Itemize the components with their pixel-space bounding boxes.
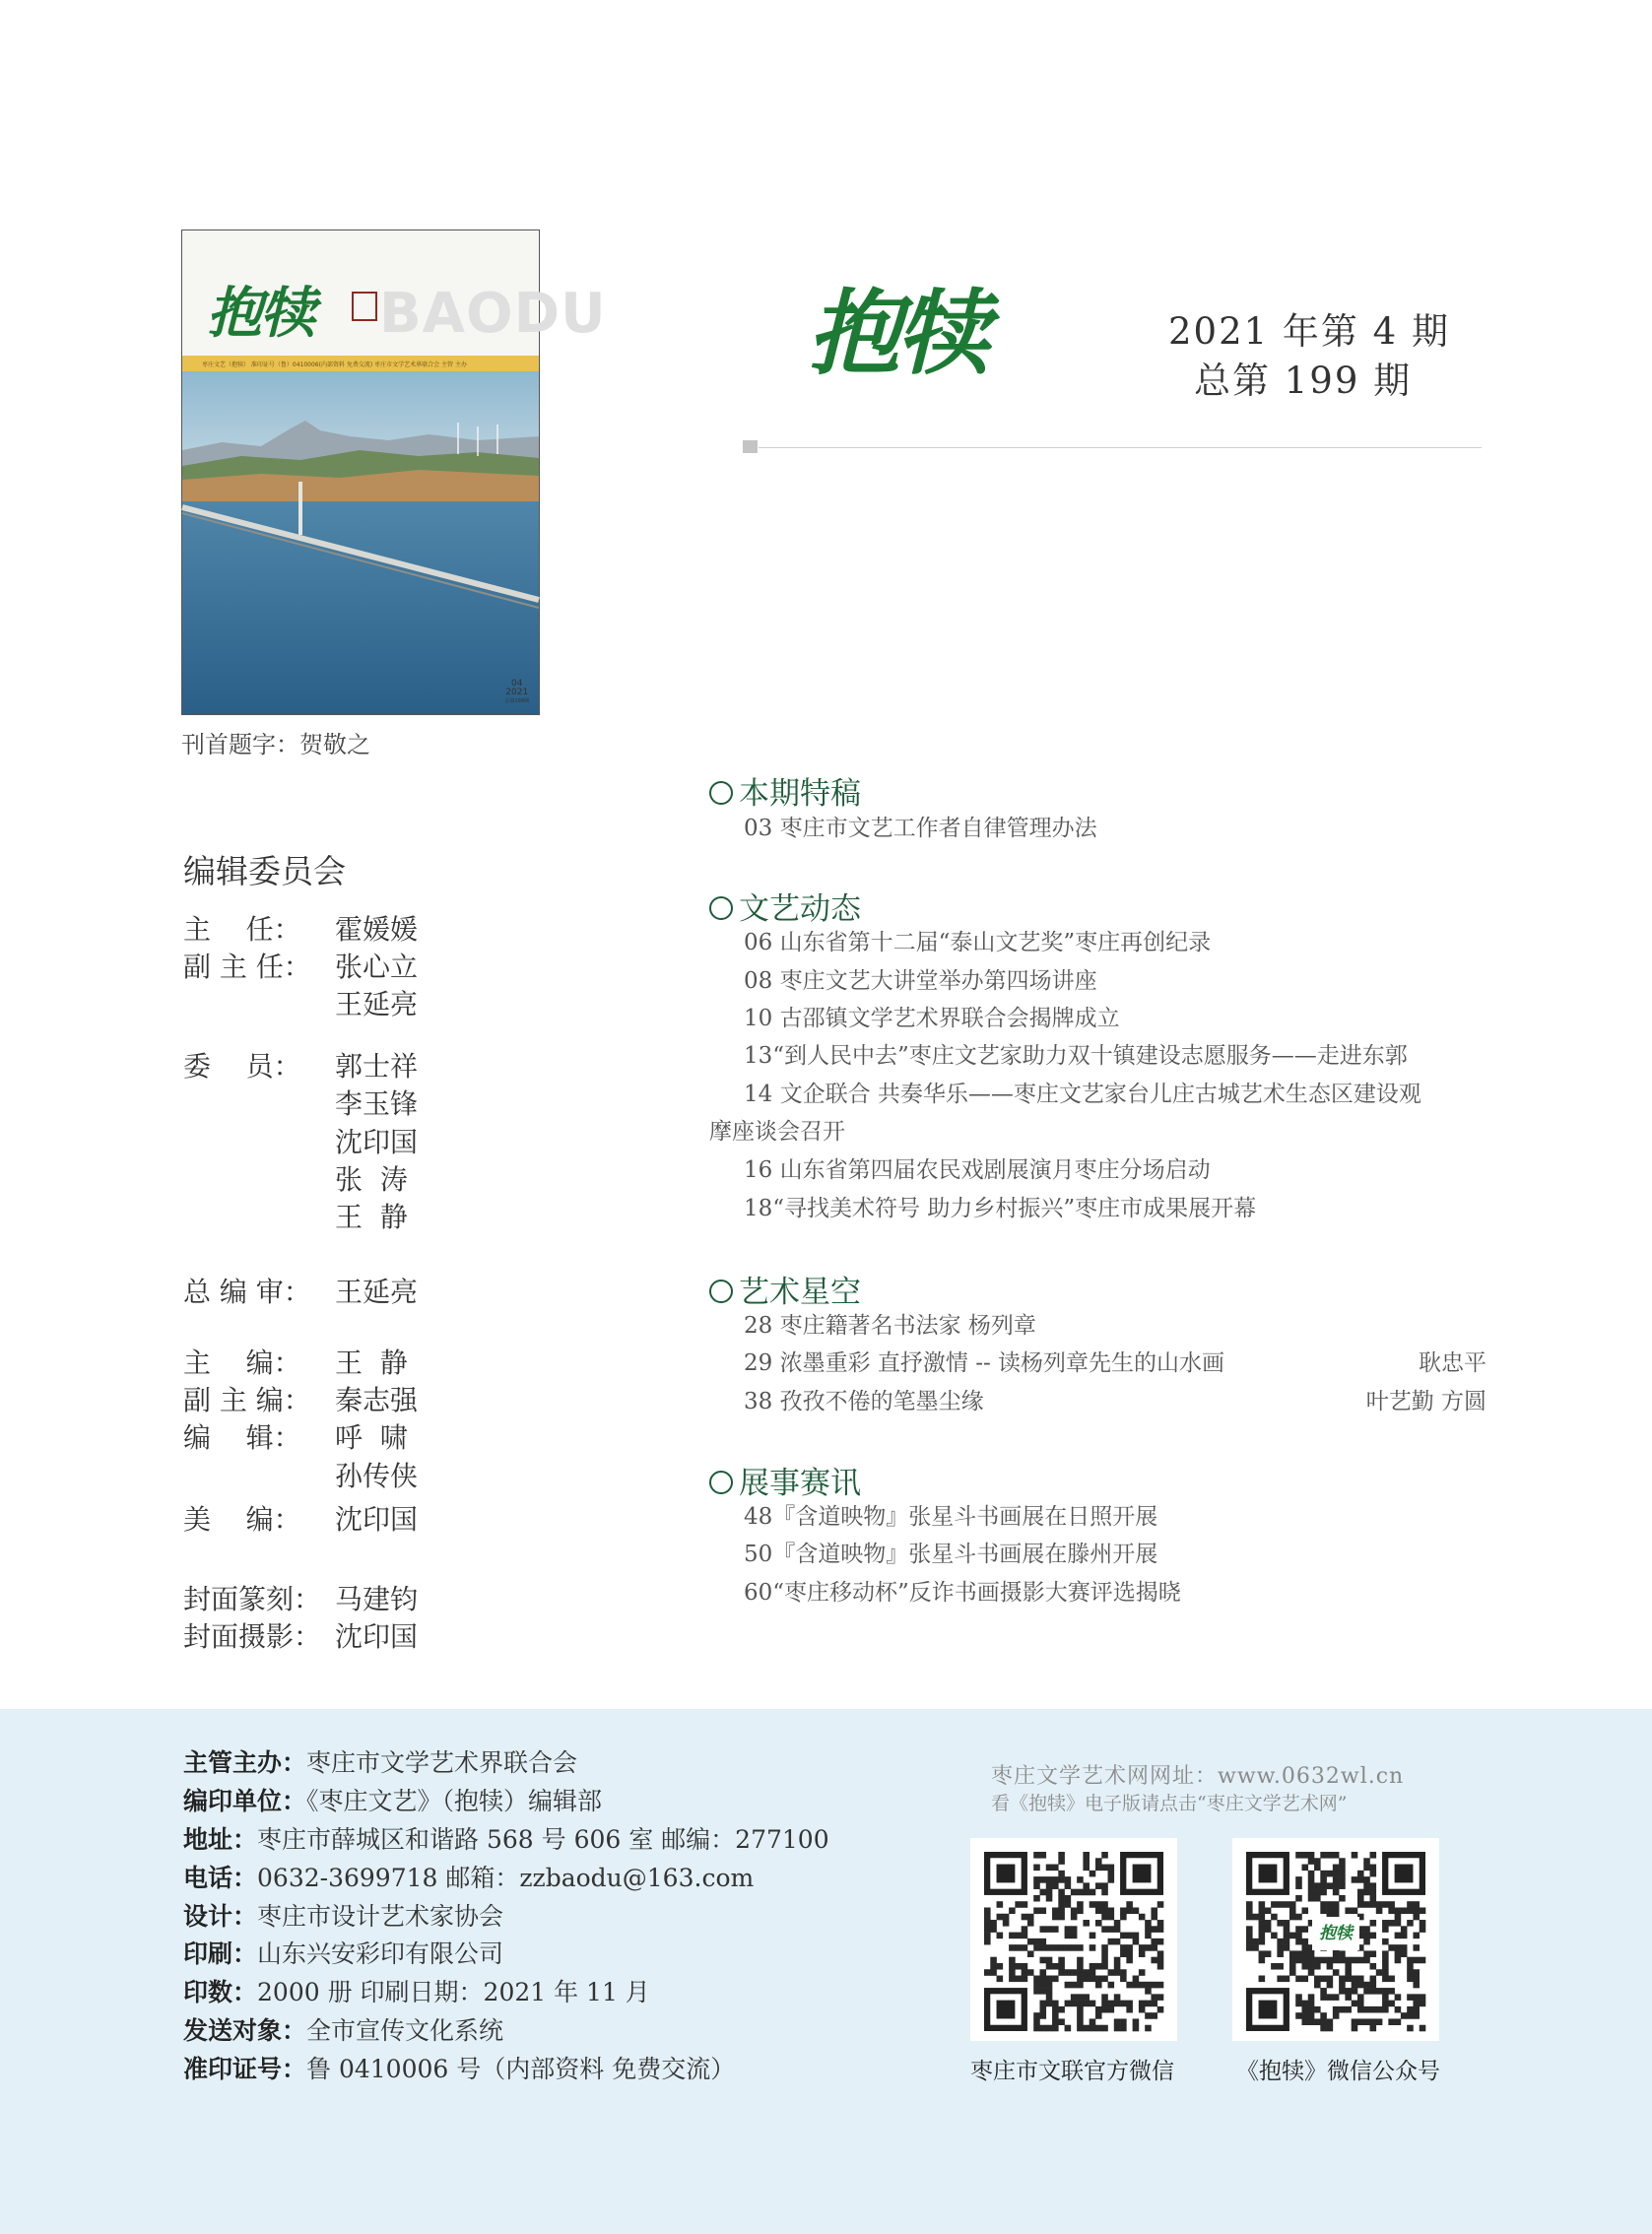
- toc-entry[interactable]: 06 山东省第十二届“泰山文艺奖”枣庄再创纪录: [744, 930, 1212, 955]
- board-role-label: 封面篆刻：: [183, 1583, 322, 1615]
- wechat-qr-code-baodu[interactable]: [1232, 1838, 1439, 2041]
- board-member-name: 沈印国: [335, 1620, 419, 1653]
- publication-info-line: [183, 1935, 503, 1970]
- qr-code-icon: [984, 1852, 1163, 2031]
- board-role-label: 主 任：: [183, 913, 301, 946]
- board-role-label: 总 编 审：: [183, 1276, 311, 1308]
- toc-entry[interactable]: 16 山东省第四届农民戏剧展演月枣庄分场启动: [744, 1157, 1211, 1183]
- cover-logo-latin: BAODU: [379, 282, 607, 346]
- divider: [759, 447, 1482, 448]
- total-issue-number: 总第 199 期: [1194, 360, 1413, 402]
- board-member-name: 秦志强: [335, 1384, 419, 1416]
- board-member-name: 孙传侠: [335, 1460, 419, 1492]
- publication-info-line: [183, 1973, 650, 2008]
- toc-section-label: 文艺动态: [739, 891, 861, 927]
- board-role-label: 副 主 任：: [183, 951, 311, 983]
- cover-thumbnail: [181, 230, 607, 715]
- publication-info-key: 印刷：: [183, 1939, 258, 1968]
- toc-entry[interactable]: 50『含道映物』张星斗书画展在滕州开展: [744, 1542, 1158, 1567]
- cover-header: [182, 230, 607, 356]
- board-role-label: 副 主 编：: [183, 1384, 311, 1416]
- cover-issue-no: 04: [511, 679, 523, 689]
- website-url: 枣庄文学艺术网网址：www.0632wl.cn: [991, 1764, 1405, 1789]
- board-member-name: 王延亮: [335, 1276, 419, 1308]
- board-member-name: 沈印国: [335, 1503, 419, 1536]
- publication-info-line: [183, 1820, 829, 1856]
- cover-photo: [182, 371, 539, 714]
- publication-info-line: [183, 1859, 754, 1894]
- circle-bullet-icon: [709, 781, 733, 805]
- publication-info-value: 2000 册 印刷日期：2021 年 11 月: [257, 1978, 650, 2006]
- cover-seal: [352, 292, 377, 321]
- cover-issue-serial: 总第199期: [504, 698, 529, 704]
- publication-info-value: 山东兴安彩印有限公司: [257, 1939, 504, 1968]
- board-member-name: 张心立: [335, 951, 419, 983]
- publication-info-key: 编印单位：: [183, 1787, 307, 1815]
- board-member-name: 霍媛媛: [335, 913, 419, 946]
- publication-info-value: 枣庄市薛城区和谐路 568 号 606 室 邮编：277100: [257, 1825, 829, 1854]
- publication-info-value: 枣庄市设计艺术家协会: [257, 1902, 504, 1931]
- board-member-name: 呼 啸: [335, 1421, 408, 1454]
- publication-info-line: [183, 1782, 602, 1817]
- toc-entry[interactable]: 48『含道映物』张星斗书画展在日照开展: [744, 1504, 1158, 1530]
- editorial-board-title: 编辑委员会: [183, 852, 346, 890]
- rule-marker: [743, 440, 758, 453]
- qr-caption-baodu: 《抱犊》微信公众号: [1236, 2059, 1440, 2084]
- publication-info-value: 全市宣传文化系统: [306, 2016, 504, 2045]
- toc-section-title: [709, 1267, 861, 1311]
- toc-entry[interactable]: 13“到人民中去”枣庄文艺家助力双十镇建设志愿服务——走进东郭: [744, 1043, 1408, 1069]
- publication-info-key: 发送对象：: [183, 2016, 307, 2045]
- board-role-label: 编 辑：: [183, 1421, 301, 1454]
- board-member-name: 马建钧: [335, 1583, 419, 1615]
- toc-section-label: 本期特稿: [739, 776, 861, 812]
- toc-section-title: [709, 884, 861, 928]
- publication-info-key: 主管主办：: [183, 1748, 307, 1777]
- board-member-name: 王延亮: [335, 988, 419, 1020]
- board-member-name: 郭士祥: [335, 1050, 419, 1083]
- ebook-note: 看《抱犊》电子版请点击“枣庄文学艺术网”: [991, 1793, 1348, 1814]
- publication-info-value: 《枣庄文艺》（抱犊）编辑部: [306, 1787, 603, 1815]
- board-role-label: 主 编：: [183, 1347, 301, 1379]
- toc-section-title: [709, 768, 861, 813]
- wechat-qr-code-federation[interactable]: [970, 1838, 1177, 2041]
- toc-entry[interactable]: 28 枣庄籍著名书法家 杨列章: [744, 1313, 1036, 1339]
- publication-info-value: 0632-3699718 邮箱：zzbaodu@163.com: [257, 1864, 755, 1892]
- masthead-logo: 抱犊: [808, 280, 986, 388]
- board-member-name: 王 静: [335, 1347, 408, 1379]
- toc-entry[interactable]: 08 枣庄文艺大讲堂举办第四场讲座: [744, 968, 1097, 994]
- publication-info-key: 地址：: [183, 1825, 258, 1854]
- toc-entry[interactable]: 60“枣庄移动杯”反诈书画摄影大赛评选揭晓: [744, 1580, 1181, 1606]
- qr-caption-federation: 枣庄市文联官方微信: [970, 2059, 1174, 2084]
- board-member-name: 沈印国: [335, 1126, 419, 1158]
- publication-info-key: 准印证号：: [183, 2055, 307, 2083]
- circle-bullet-icon: [709, 1471, 733, 1494]
- board-role-label: 封面摄影：: [183, 1620, 322, 1653]
- toc-entry[interactable]: 14 文企联合 共奏华乐——枣庄文艺家台儿庄古城艺术生态区建设观: [744, 1082, 1421, 1107]
- publication-info-value: 枣庄市文学艺术界联合会: [306, 1748, 578, 1777]
- board-role-label: 委 员：: [183, 1050, 301, 1083]
- toc-entry-author: 耿忠平: [1419, 1350, 1487, 1376]
- board-role-label: 美 编：: [183, 1503, 301, 1536]
- toc-entry[interactable]: 38 孜孜不倦的笔墨尘缘: [744, 1389, 984, 1414]
- circle-bullet-icon: [709, 1280, 733, 1303]
- cover-band: [182, 356, 539, 371]
- toc-entry[interactable]: 03 枣庄市文艺工作者自律管理办法: [744, 816, 1097, 841]
- toc-section-label: 展事赛讯: [739, 1466, 861, 1501]
- cover-issue-year: 2021: [505, 688, 529, 697]
- qr-center-logo: 抱犊: [1312, 1917, 1359, 1950]
- publication-info-key: 印数：: [183, 1978, 258, 2006]
- publication-info-line: [183, 1897, 503, 1933]
- calligraphy-caption: 刊首题字：贺敬之: [181, 731, 370, 758]
- publication-info-key: 电话：: [183, 1864, 258, 1892]
- board-member-name: 王 静: [335, 1201, 408, 1233]
- publication-info-value: 鲁 0410006 号（内部资料 免费交流）: [306, 2055, 736, 2083]
- board-member-name: 李玉锋: [335, 1087, 419, 1120]
- toc-entry[interactable]: 18“寻找美术符号 助力乡村振兴”枣庄市成果展开幕: [744, 1196, 1257, 1221]
- cover-band-text: 枣庄文艺（抱犊） 准印证号（鲁）0410006(内部资料 免费交流) 枣庄市文学艺术界联合会 主管 主办: [202, 361, 467, 368]
- toc-entry[interactable]: 29 浓墨重彩 直抒激情 -- 读杨列章先生的山水画: [744, 1350, 1225, 1376]
- publication-info-line: [183, 2011, 503, 2047]
- cover-logo: 抱犊: [207, 281, 313, 346]
- cover-issue-number: [504, 680, 529, 706]
- publication-info-key: 设计：: [183, 1902, 258, 1931]
- board-member-name: 张 涛: [335, 1163, 408, 1196]
- toc-entry[interactable]: 摩座谈会召开: [709, 1119, 845, 1145]
- toc-section-title: [709, 1458, 861, 1502]
- toc-entry[interactable]: 10 古邵镇文学艺术界联合会揭牌成立: [744, 1006, 1120, 1031]
- circle-bullet-icon: [709, 896, 733, 920]
- toc-entry-author: 叶艺勤 方圆: [1365, 1389, 1487, 1414]
- publication-info-line: [183, 1743, 577, 1779]
- issue-number: 2021 年第 4 期: [1168, 310, 1450, 353]
- publication-info-line: [183, 2050, 735, 2085]
- toc-section-label: 艺术星空: [739, 1275, 861, 1310]
